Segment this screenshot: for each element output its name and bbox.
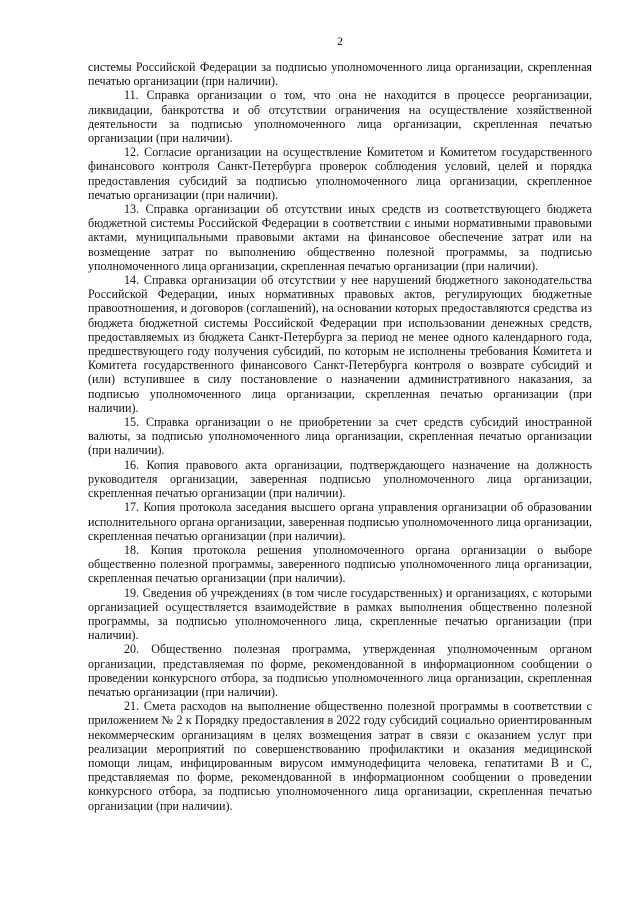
document-body bbox=[88, 60, 592, 813]
paragraph-item-21: 21. Смета расходов на выполнение общественно полезной программы в соответствии с приложением № 2 к Порядку предоставления в 2022 году субсидий социально ориентированным некоммерческим организациям в целях возмещения затрат в связи с оказанием услуг при реализации мероприятий по совершенствованию профилактики и оказания медицинской помощи лицам, инфицированным вирусом иммунодефицита человека, гепатитами В и С, представляемая по форме, рекомендованной в информационном сообщении о проведении конкурсного отбора, за подписью уполномоченного лица организации, скрепленная печатью организации (при наличии). bbox=[88, 699, 592, 813]
paragraph-item-11: 11. Справка организации о том, что она не находится в процессе реорганизации, ликвидации, банкротства и об отсутствии ограничения на осуществление хозяйственной деятельности за подписью уполномоченного лица организации, скрепленная печатью организации (при наличии). bbox=[88, 88, 592, 146]
paragraph-item-19: 19. Сведения об учреждениях (в том числе государственных) и организациях, с которыми организацией осуществляется взаимодействие в рамках выполнения общественно полезной программы, за подписью уполномоченного лица, скрепленные печатью организации (при наличии). bbox=[88, 585, 592, 643]
paragraph-item-14: 14. Справка организации об отсутствии у нее нарушений бюджетного законодательства Российской Федерации, иных нормативных правовых актов, регулирующих бюджетные правоотношения, и договоров (соглашений), на основании которых предоставляются средства из бюджета бюджетной системы Российской Федерации при использовании денежных средств, предоставляемых из бюджета Санкт-Петербурга за период не менее одного календарного года, предшествующего году получения субсидий, по которым не исполнены требования Комитета и Комитета государственного финансового Санкт-Петербурга контроля о возврате субсидий и (или) вступившее в силу постановление о назначении административного наказания, за подписью уполномоченного лица организации, скрепленная печатью организации (при наличии). bbox=[88, 273, 592, 415]
paragraph-item-12: 12. Согласие организации на осуществление Комитетом и Комитетом государственного финансового контроля Санкт-Петербурга проверок соблюдения условий, целей и порядка предоставления субсидий за подписью уполномоченного лица организации, скрепленное печатью организации (при наличии). bbox=[88, 145, 592, 202]
paragraph-item-20: 20. Общественно полезная программа, утвержденная уполномоченным органом организации, представляемая по форме, рекомендованной в информационном сообщении о проведении конкурсного отбора, за подписью уполномоченного лица организации, скрепленная печатью организации (при наличии). bbox=[88, 642, 592, 699]
page-number: 2 bbox=[337, 34, 343, 48]
paragraph-item-17: 17. Копия протокола заседания высшего органа управления организации об образовании исполнительного органа организации, заверенная подписью уполномоченного лица организации, скрепленная печатью организации (при наличии). bbox=[88, 500, 592, 543]
paragraph-item-18: 18. Копия протокола решения уполномоченного органа организации о выборе общественно полезной программы, заверенного подписью уполномоченного лица организации, скрепленная печатью организации (при наличии). bbox=[88, 542, 592, 586]
paragraph-item-16: 16. Копия правового акта организации, подтверждающего назначение на должность руководителя организации, заверенная подписью уполномоченного лица организации, скрепленная печатью организации (при наличии). bbox=[88, 457, 592, 501]
paragraph-item-13: 13. Справка организации об отсутствии иных средств из соответствующего бюджета бюджетной системы Российской Федерации в соответствии с иными нормативными правовыми актами, муниципальными правовыми актами на финансовое обеспечение затрат или на возмещение затрат по выполнению общественно полезной программы, за подписью уполномоченного лица организации, скрепленная печатью организации (при наличии). bbox=[88, 202, 592, 273]
paragraph-continuation: системы Российской Федерации за подписью уполномоченного лица организации, скрепленная печатью организации (при наличии). bbox=[88, 60, 592, 89]
paragraph-item-15: 15. Справка организации о не приобретении за счет средств субсидий иностранной валюты, за подписью уполномоченного лица организации, скрепленная печатью организации (при наличии). bbox=[88, 415, 592, 458]
